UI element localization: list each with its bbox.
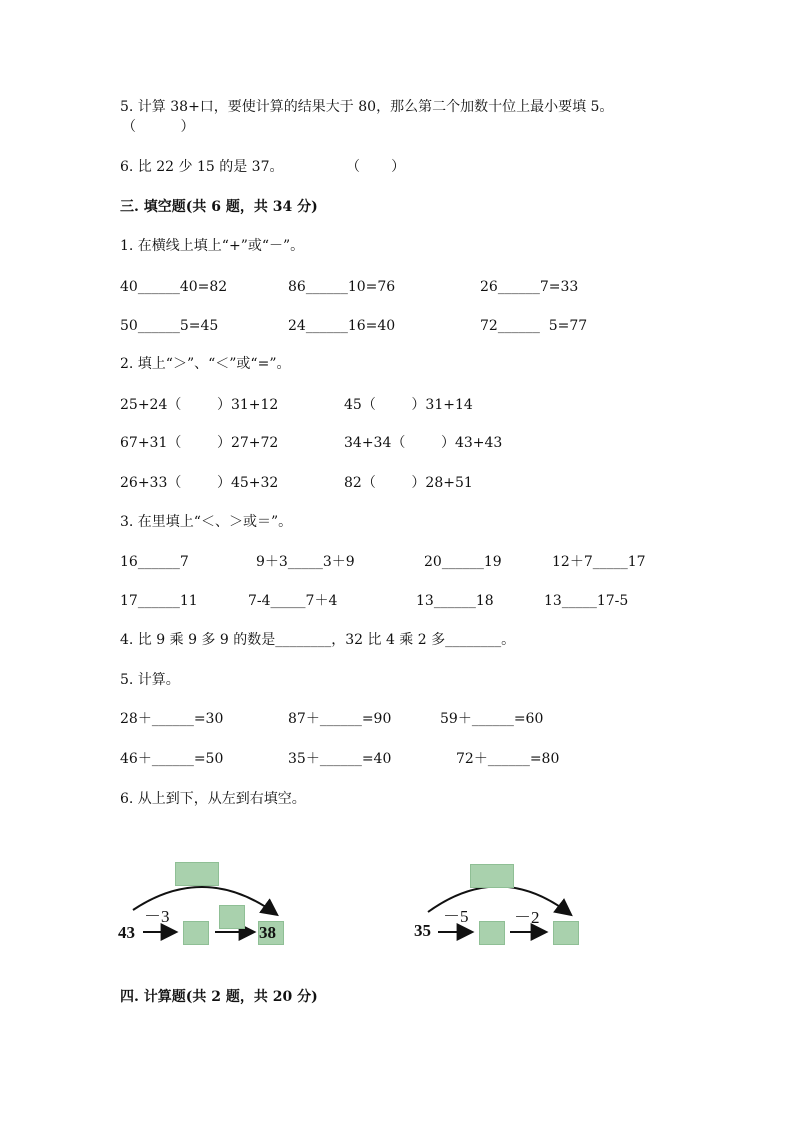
p2-item[interactable]: 34+34（ ）43+43 bbox=[344, 435, 503, 451]
p2-title: 2. 填上“＞”、“＜”或“=”。 bbox=[120, 356, 291, 372]
diagram2-op2: －2 bbox=[514, 908, 540, 927]
p3-item[interactable]: 9＋3_____3＋9 bbox=[256, 554, 355, 570]
answer-box[interactable] bbox=[553, 921, 579, 945]
p5-item[interactable]: 46＋______=50 bbox=[120, 751, 224, 767]
p1-item[interactable]: 24______16=40 bbox=[288, 318, 396, 334]
p3-item[interactable]: 17______11 bbox=[120, 593, 198, 609]
p4-text[interactable]: 4. 比 9 乘 9 多 9 的数是________，32 比 4 乘 2 多________。 bbox=[120, 632, 516, 648]
p1-item[interactable]: 72______ 5=77 bbox=[480, 318, 588, 334]
section-3-title: 三. 填空题(共 6 题，共 34 分) bbox=[120, 199, 318, 215]
p1-item[interactable]: 40______40=82 bbox=[120, 279, 228, 295]
p1-item[interactable]: 26______7=33 bbox=[480, 279, 579, 295]
p3-item[interactable]: 12＋7_____17 bbox=[552, 554, 646, 570]
answer-box[interactable] bbox=[479, 921, 505, 945]
q5-answer-paren[interactable]: （ ） bbox=[122, 119, 195, 135]
p2-item[interactable]: 25+24（ ）31+12 bbox=[120, 397, 279, 413]
p2-item[interactable]: 82（ ）28+51 bbox=[344, 475, 473, 491]
p3-item[interactable]: 16______7 bbox=[120, 554, 189, 570]
diagram1-op: －3 bbox=[144, 907, 170, 926]
p1-title: 1. 在横线上填上“+”或“－”。 bbox=[120, 238, 305, 254]
p1-item[interactable]: 86______10=76 bbox=[288, 279, 396, 295]
p5-title: 5. 计算。 bbox=[120, 672, 180, 688]
p3-item[interactable]: 13______18 bbox=[416, 593, 494, 609]
answer-box-top[interactable] bbox=[175, 862, 219, 886]
q6-text: 6. 比 22 少 15 的是 37。 bbox=[120, 159, 284, 175]
diagram1-start: 43 bbox=[118, 923, 135, 942]
p3-item[interactable]: 13_____17-5 bbox=[544, 593, 629, 609]
diagram1-end: 38 bbox=[259, 923, 276, 942]
p5-item[interactable]: 28＋______=30 bbox=[120, 711, 224, 727]
diagram2-start: 35 bbox=[414, 921, 431, 940]
answer-box-top[interactable] bbox=[470, 864, 514, 888]
p2-item[interactable]: 45（ ）31+14 bbox=[344, 397, 473, 413]
q6-answer-paren[interactable]: （ ） bbox=[346, 159, 406, 175]
answer-box[interactable] bbox=[183, 921, 209, 945]
p3-item[interactable]: 20______19 bbox=[424, 554, 502, 570]
p3-item[interactable]: 7-4_____7＋4 bbox=[248, 593, 338, 609]
answer-box-small[interactable] bbox=[219, 905, 245, 929]
diagram2-op1: －5 bbox=[443, 907, 469, 926]
p5-item[interactable]: 35＋______=40 bbox=[288, 751, 392, 767]
q5-text: 5. 计算 38+口，要使计算的结果大于 80，那么第二个加数十位上最小要填 5。 bbox=[120, 99, 614, 115]
p5-item[interactable]: 59＋______=60 bbox=[440, 711, 544, 727]
p5-item[interactable]: 72＋______=80 bbox=[456, 751, 560, 767]
section-4-title: 四. 计算题(共 2 题，共 20 分) bbox=[120, 989, 318, 1005]
p1-item[interactable]: 50______5=45 bbox=[120, 318, 219, 334]
p5-item[interactable]: 87＋______=90 bbox=[288, 711, 392, 727]
p6-title: 6. 从上到下，从左到右填空。 bbox=[120, 791, 306, 807]
p2-item[interactable]: 67+31（ ）27+72 bbox=[120, 435, 279, 451]
p3-title: 3. 在里填上“＜、＞或＝”。 bbox=[120, 514, 293, 530]
p2-item[interactable]: 26+33（ ）45+32 bbox=[120, 475, 279, 491]
